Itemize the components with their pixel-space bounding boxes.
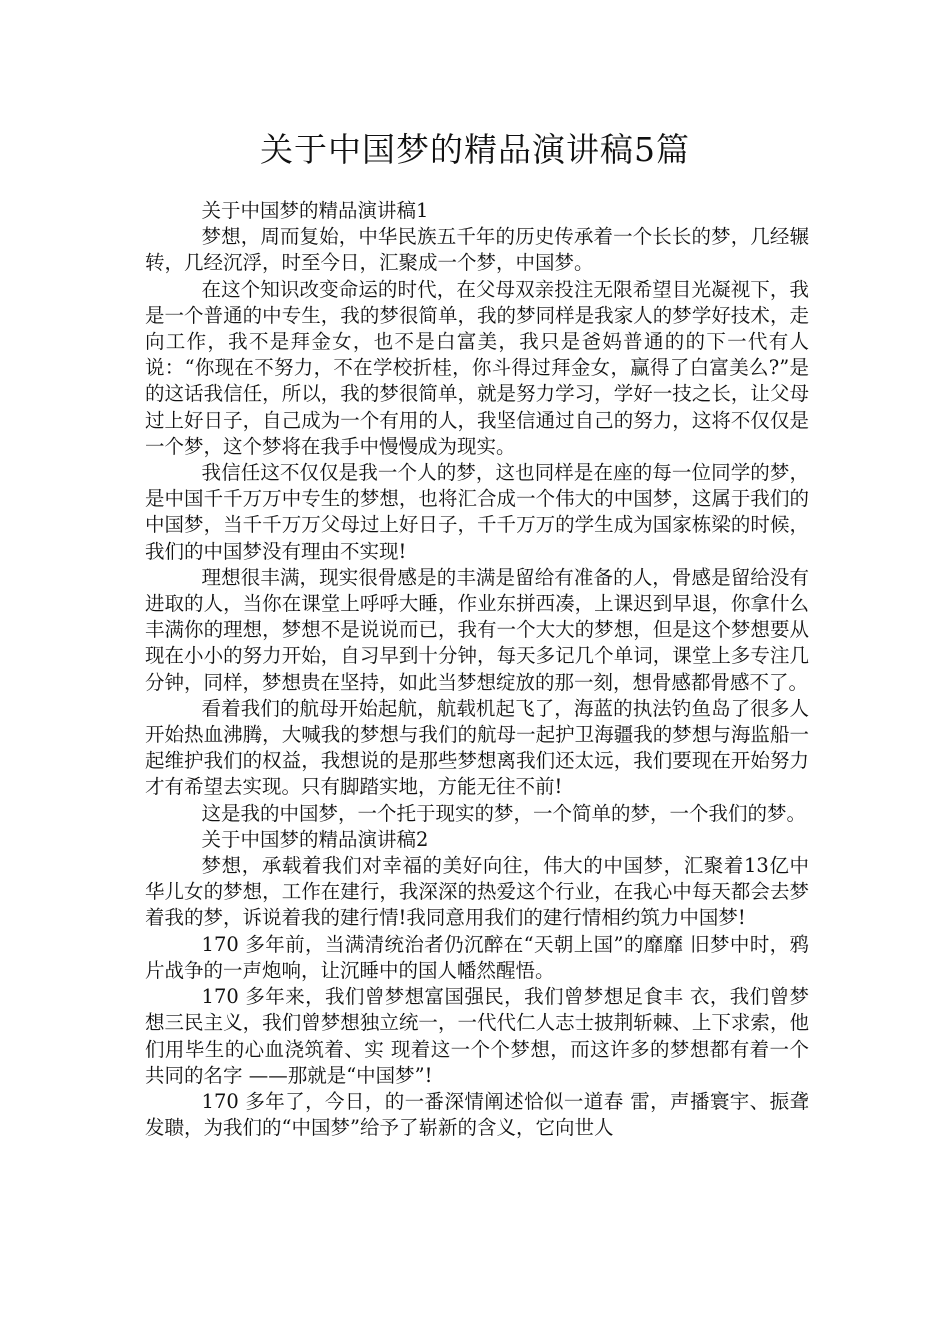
section-heading: 关于中国梦的精品演讲稿1 [201, 199, 429, 222]
document-body [145, 198, 809, 1141]
paragraph: 理想很丰满，现实很骨感是的丰满是留给有准备的人，骨感是留给没有进取的人，当你在课堂上呼呼大睡，作业东拼西凑，上课迟到早退，你拿什么丰满你的理想，梦想不是说说而已，我有一个大大的梦想，但是这个梦想要从现在小小的努力开始，自习早到十分钟，每天多记几个单词，课堂上多专注几分钟，同样，梦想贵在坚持，如此当梦想绽放的那一刻，想骨感都骨感不了。 [145, 565, 809, 694]
paragraph: 梦想，周而复始，中华民族五千年的历史传承着一个长长的梦，几经辗转，几经沉浮，时至今日，汇聚成一个梦，中国梦。 [145, 225, 809, 275]
paragraph: 我信任这不仅仅是我一个人的梦，这也同样是在座的每一位同学的梦，是中国千千万万中专生的梦想，也将汇合成一个伟大的中国梦，这属于我们的中国梦，当千千万万父母过上好日子，千千万万的学生成为国家栋梁的时候，我们的中国梦没有理由不实现! [145, 461, 809, 563]
paragraph: 170 多年前，当满清统治者仍沉醉在“天朝上国”的靡靡 旧梦中时，鸦片战争的一声炮响，让沉睡中的国人幡然醒悟。 [145, 932, 809, 982]
paragraph: 170 多年了，今日，的一番深情阐述恰似一道春 雷，声播寰宇、振聋发聩，为我们的“中国梦”给予了崭新的含义，它向世人 [145, 1089, 809, 1140]
paragraph: 梦想，承载着我们对幸福的美好向往，伟大的中国梦，汇聚着13亿中华儿女的梦想，工作在建行，我深深的热爱这个行业，在我心中每天都会去梦着我的梦，诉说着我的建行情!我同意用我们的建行情相约筑力中国梦! [145, 854, 809, 930]
document-title: 关于中国梦的精品演讲稿5篇 [260, 130, 690, 169]
paragraph: 170 多年来，我们曾梦想富国强民，我们曾梦想足食丰 衣，我们曾梦想三民主义，我们曾梦想独立统一，一代代仁人志士披荆斩棘、上下求索，他们用毕生的心血浇筑着、实 现着这一个个梦想，而这许多的梦想都有着一个共同的名字 ——那就是“中国梦”! [145, 985, 809, 1087]
paragraph: 这是我的中国梦，一个托于现实的梦，一个简单的梦，一个我们的梦。 [201, 801, 807, 825]
section-heading: 关于中国梦的精品演讲稿2 [201, 827, 429, 851]
paragraph: 在这个知识改变命运的时代，在父母双亲投注无限希望目光凝视下，我是一个普通的中专生，我的梦很简单，我的梦同样是我家人的梦学好技术，走向工作，我不是拜金女，也不是白富美，我只是爸妈普通的的下一代有人说：“你现在不努力，不在学校折桂，你斗得过拜金女，赢得了白富美么?”是的这话我信任，所以，我的梦很简单，就是努力学习，学好一技之长，让父母过上好日子，自己成为一个有用的人，我坚信通过自己的努力，这将不仅仅是一个梦，这个梦将在我手中慢慢成为现实。 [145, 277, 809, 458]
paragraph: 看着我们的航母开始起航，航载机起飞了，海蓝的执法钓鱼岛了很多人开始热血沸腾，大喊我的梦想与我们的航母一起护卫海疆我的梦想与海监船一起维护我们的权益，我想说的是那些梦想离我们还太远，我们要现在开始努力才有希望去实现。只有脚踏实地，方能无往不前! [145, 696, 809, 799]
